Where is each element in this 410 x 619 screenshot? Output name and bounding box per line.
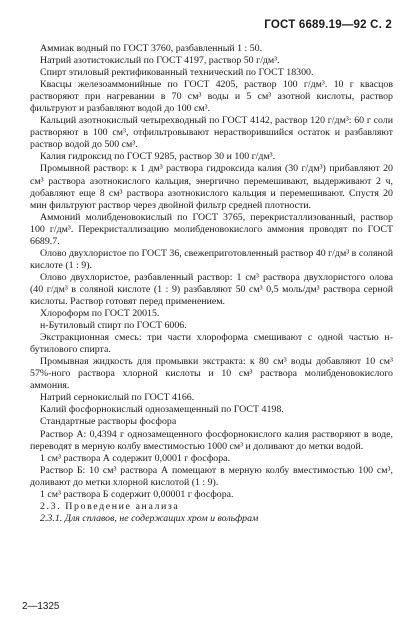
paragraph: Хлороформ по ГОСТ 20015. [40, 308, 160, 320]
paragraph: Калия гидроксид по ГОСТ 9285, раствор 30 и 100 г/дм³. [40, 151, 276, 163]
paragraph: Натрий азотистокислый по ГОСТ 4197, раствор 50 г/дм³. [40, 55, 280, 67]
paragraph: Стандартные растворы фосфора [40, 416, 177, 428]
subsection-heading: 2.3.1. Для сплавов, не содержащих хром и вольфрам [40, 512, 259, 524]
paragraph: Раствор А: 0,4394 г однозамещенного фосфорнокислого калия растворяют в воде, переводят в мерную колбу вместимостью 1000 см³ и доливают до метки водой. [30, 428, 393, 452]
paragraph: Промывная жидкость для промывки экстракта: к 80 см³ воды добавляют 10 см³ 57%-ного раствора хлорной кислоты и 10 см³ раствора молибденовокислого аммония. [30, 356, 393, 392]
paragraph: н-Бутиловый спирт по ГОСТ 6006. [40, 320, 187, 332]
section-heading: 2.3. Проведение анализа [40, 500, 180, 512]
paragraph: 1 см³ раствора Б содержит 0,00001 г фосфора. [40, 488, 234, 500]
paragraph: Спирт этиловый ректификованный технический по ГОСТ 18300. [40, 67, 314, 79]
paragraph: Натрий сернокислый по ГОСТ 4166. [40, 392, 195, 404]
paragraph: Аммоний молибденовокислый по ГОСТ 3765, перекристаллизованный, раствор 100 г/дм³. Перекристаллизацию молибденовокислого аммония проводят по ГОСТ 6689.7. [30, 211, 393, 247]
paragraph: Раствор Б: 10 см³ раствора А помещают в мерную колбу вместимостью 100 см³, доливают до метки хлорной кислотой (1 : 9). [30, 464, 393, 488]
paragraph: Промывной раствор: к 1 дм³ раствора гидроксида калия (30 г/дм³) прибавляют 20 см³ раствора азотнокислого кальция, энергично перемешивают, выдерживают 2 ч, добавляют еще 8 см³ раствора азотнокислого кальция и перемешивают. Спустя 20 мин фильтруют раствор через двойной фильтр средней плотности. [30, 163, 393, 211]
paragraph: Аммиак водный по ГОСТ 3760, разбавленный 1 : 50. [40, 43, 263, 54]
page-footer-signature: 2—1325 [22, 601, 60, 612]
page-header: ГОСТ 6689.19—92 С. 2 [264, 19, 392, 31]
paragraph: Экстракционная смесь: три части хлороформа смешивают с одной частью н-бутилового спирта. [30, 332, 393, 356]
paragraph: Калий фосфорнокислый однозамещенный по ГОСТ 4198. [40, 404, 284, 416]
paragraph: Олово двухлористое, разбавленный раствор: 1 см³ раствора двухлористого олова (40 г/дм³ в соляной кислоте (1 : 9) разбавляют 50 см³ 0,5 моль/дм³ раствора серной кислоты. Раствор готовят перед применением. [30, 271, 393, 307]
document-body [30, 43, 393, 525]
paragraph: Кальций азотнокислый четырехводный по ГОСТ 4142, раствор 120 г/дм³: 60 г соли растворяют в 100 см³, отфильтровывают нерастворившийся остаток и разбавляют раствор водой до 500 см³. [30, 115, 393, 151]
paragraph: Квасцы железоаммонийные по ГОСТ 4205, раствор 100 г/дм³. 10 г квасцов растворяют при нагревании в 70 см³ воды и 5 см³ азотной кислоты, раствор фильтруют и разбавляют водой до 100 см³. [30, 79, 393, 115]
paragraph: 1 см³ раствора А содержит 0,0001 г фосфора. [40, 452, 231, 464]
paragraph: Олово двухлористое по ГОСТ 36, свежеприготовленный раствор 40 г/дм³ в соляной кислоте (1 : 9). [30, 247, 393, 271]
